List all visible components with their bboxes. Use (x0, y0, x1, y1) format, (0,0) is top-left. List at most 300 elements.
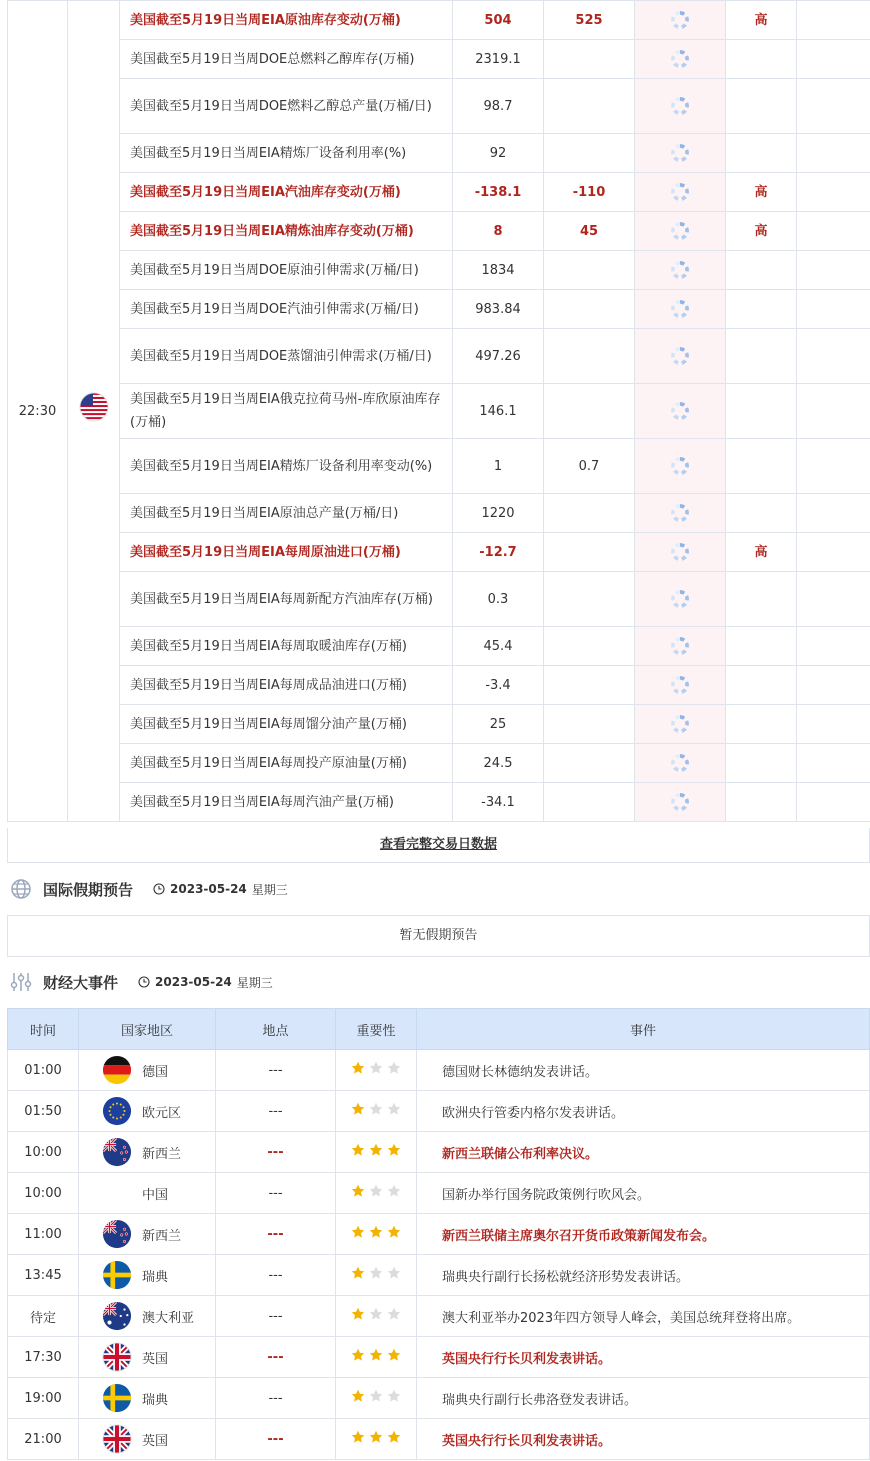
indicator-name: 美国截至5月19日当周DOE汽油引伸需求(万桶/日) (120, 290, 453, 329)
event-country-cell (79, 1173, 216, 1214)
nz-flag-icon (102, 1219, 132, 1249)
event-time: 10:00 (8, 1173, 79, 1214)
star-filled-icon (351, 1225, 365, 1239)
indicator-forecast (544, 251, 635, 290)
indicator-row (8, 40, 870, 79)
indicator-importance: 高 (726, 173, 797, 212)
star-empty-icon (369, 1307, 383, 1321)
event-description: 英国央行行长贝利发表讲话。 (417, 1337, 870, 1378)
event-country-cell (79, 1050, 216, 1091)
clock-icon (153, 883, 165, 895)
indicator-extra (797, 744, 870, 783)
importance-stars (351, 1389, 401, 1403)
de-flag-icon (102, 1055, 132, 1085)
star-filled-icon (351, 1430, 365, 1444)
star-filled-icon (351, 1389, 365, 1403)
indicator-forecast (544, 329, 635, 384)
loading-spinner-icon (671, 504, 689, 522)
indicator-actual (635, 40, 726, 79)
indicator-forecast: 45 (544, 212, 635, 251)
header-time: 时间 (8, 1009, 79, 1050)
event-row (8, 1132, 870, 1173)
clock-icon (138, 976, 150, 988)
indicator-row (8, 439, 870, 494)
event-row (8, 1337, 870, 1378)
indicator-importance (726, 666, 797, 705)
indicator-actual (635, 212, 726, 251)
event-description: 新西兰联储公布利率决议。 (417, 1132, 870, 1173)
events-title: 财经大事件 (43, 973, 119, 992)
indicator-importance (726, 705, 797, 744)
star-empty-icon (387, 1389, 401, 1403)
indicator-previous: 98.7 (453, 79, 544, 134)
star-empty-icon (369, 1266, 383, 1280)
event-country: 英国 (142, 1433, 169, 1449)
event-location: --- (216, 1255, 336, 1296)
indicator-row (8, 79, 870, 134)
event-time: 10:00 (8, 1132, 79, 1173)
event-country: 中国 (142, 1187, 169, 1203)
indicator-forecast (544, 627, 635, 666)
event-description: 英国央行行长贝利发表讲话。 (417, 1419, 870, 1460)
event-description: 德国财长林德纳发表讲话。 (417, 1050, 870, 1091)
event-row (8, 1091, 870, 1132)
indicator-row (8, 134, 870, 173)
event-time: 01:00 (8, 1050, 79, 1091)
loading-spinner-icon (671, 300, 689, 318)
event-location: --- (216, 1091, 336, 1132)
indicator-name: 美国截至5月19日当周DOE总燃料乙醇库存(万桶) (120, 40, 453, 79)
indicator-actual (635, 439, 726, 494)
indicator-extra (797, 40, 870, 79)
indicator-actual (635, 79, 726, 134)
loading-spinner-icon (671, 676, 689, 694)
sliders-icon (9, 970, 33, 994)
event-location: --- (216, 1214, 336, 1255)
event-description: 澳大利亚举办2023年四方领导人峰会，美国总统拜登将出席。 (417, 1296, 870, 1337)
importance-stars (351, 1184, 401, 1198)
event-country: 瑞典 (142, 1392, 169, 1408)
indicator-name: 美国截至5月19日当周EIA精炼油库存变动(万桶) (120, 212, 453, 251)
indicator-forecast: 0.7 (544, 439, 635, 494)
star-filled-icon (351, 1061, 365, 1075)
indicator-previous: 497.26 (453, 329, 544, 384)
au-flag-icon (102, 1301, 132, 1331)
star-filled-icon (387, 1348, 401, 1362)
star-empty-icon (387, 1184, 401, 1198)
header-importance: 重要性 (336, 1009, 417, 1050)
loading-spinner-icon (671, 715, 689, 733)
event-importance (336, 1419, 417, 1460)
more-data-row (7, 828, 870, 863)
event-row (8, 1296, 870, 1337)
event-location: --- (216, 1050, 336, 1091)
event-time: 待定 (8, 1296, 79, 1337)
indicator-actual (635, 384, 726, 439)
event-row (8, 1378, 870, 1419)
indicator-extra (797, 212, 870, 251)
loading-spinner-icon (671, 457, 689, 475)
indicator-actual (635, 290, 726, 329)
indicator-name: 美国截至5月19日当周EIA每周原油进口(万桶) (120, 533, 453, 572)
indicator-previous: 146.1 (453, 384, 544, 439)
eu-flag-icon (102, 1096, 132, 1126)
indicator-importance: 高 (726, 533, 797, 572)
loading-spinner-icon (671, 793, 689, 811)
indicator-name: 美国截至5月19日当周DOE蒸馏油引伸需求(万桶/日) (120, 329, 453, 384)
holiday-empty-message: 暂无假期预告 (7, 915, 870, 957)
indicator-extra (797, 494, 870, 533)
event-time: 21:00 (8, 1419, 79, 1460)
event-country: 澳大利亚 (142, 1310, 195, 1326)
indicator-extra (797, 173, 870, 212)
importance-stars (351, 1143, 401, 1157)
events-table (7, 1008, 870, 1460)
event-country: 德国 (142, 1064, 169, 1080)
header-country: 国家地区 (79, 1009, 216, 1050)
indicator-name: 美国截至5月19日当周EIA原油总产量(万桶/日) (120, 494, 453, 533)
indicator-actual (635, 329, 726, 384)
globe-icon (9, 877, 33, 901)
indicator-extra (797, 627, 870, 666)
loading-spinner-icon (671, 637, 689, 655)
event-importance (336, 1132, 417, 1173)
indicator-forecast (544, 494, 635, 533)
star-filled-icon (369, 1348, 383, 1362)
indicator-row (8, 329, 870, 384)
indicator-forecast (544, 783, 635, 822)
event-country: 欧元区 (142, 1105, 182, 1121)
loading-spinner-icon (671, 97, 689, 115)
event-row (8, 1214, 870, 1255)
loading-spinner-icon (671, 754, 689, 772)
importance-stars (351, 1061, 401, 1075)
holiday-title: 国际假期预告 (43, 880, 134, 899)
loading-spinner-icon (671, 50, 689, 68)
indicator-importance (726, 251, 797, 290)
event-row (8, 1173, 870, 1214)
indicator-forecast: -110 (544, 173, 635, 212)
indicator-importance (726, 134, 797, 173)
event-description: 新西兰联储主席奥尔召开货币政策新闻发布会。 (417, 1214, 870, 1255)
indicator-actual (635, 666, 726, 705)
loading-spinner-icon (671, 183, 689, 201)
indicator-name: 美国截至5月19日当周EIA汽油库存变动(万桶) (120, 173, 453, 212)
indicator-actual (635, 744, 726, 783)
indicator-name: 美国截至5月19日当周EIA精炼厂设备利用率变动(%) (120, 439, 453, 494)
event-country-cell (79, 1419, 216, 1460)
indicator-actual (635, 251, 726, 290)
indicator-previous: 8 (453, 212, 544, 251)
header-event: 事件 (417, 1009, 870, 1050)
indicator-extra (797, 705, 870, 744)
loading-spinner-icon (671, 11, 689, 29)
event-country-cell (79, 1255, 216, 1296)
indicator-previous: 1 (453, 439, 544, 494)
indicator-previous: 0.3 (453, 572, 544, 627)
indicator-extra (797, 251, 870, 290)
se-flag-icon (102, 1260, 132, 1290)
star-filled-icon (369, 1143, 383, 1157)
indicator-row (8, 533, 870, 572)
event-row (8, 1419, 870, 1460)
indicator-actual (635, 1, 726, 40)
loading-spinner-icon (671, 347, 689, 365)
indicator-importance (726, 40, 797, 79)
event-location: --- (216, 1296, 336, 1337)
importance-stars (351, 1430, 401, 1444)
event-description: 欧洲央行管委内格尔发表讲话。 (417, 1091, 870, 1132)
indicator-importance (726, 329, 797, 384)
indicator-extra (797, 329, 870, 384)
event-time: 13:45 (8, 1255, 79, 1296)
indicator-previous: 1834 (453, 251, 544, 290)
indicator-importance: 高 (726, 212, 797, 251)
indicator-previous: 45.4 (453, 627, 544, 666)
star-empty-icon (369, 1102, 383, 1116)
importance-stars (351, 1225, 401, 1239)
event-location: --- (216, 1337, 336, 1378)
indicator-row (8, 384, 870, 439)
event-description: 国新办举行国务院政策例行吹风会。 (417, 1173, 870, 1214)
indicator-previous: -3.4 (453, 666, 544, 705)
event-country: 新西兰 (142, 1228, 182, 1244)
loading-spinner-icon (671, 590, 689, 608)
event-location: --- (216, 1132, 336, 1173)
event-location: --- (216, 1419, 336, 1460)
indicator-previous: -12.7 (453, 533, 544, 572)
event-time: 01:50 (8, 1091, 79, 1132)
indicator-name: 美国截至5月19日当周EIA每周取暖油库存(万桶) (120, 627, 453, 666)
indicator-row (8, 173, 870, 212)
event-importance (336, 1091, 417, 1132)
indicator-row (8, 494, 870, 533)
indicator-row (8, 1, 870, 40)
indicator-actual (635, 173, 726, 212)
indicator-previous: 983.84 (453, 290, 544, 329)
star-filled-icon (351, 1348, 365, 1362)
star-filled-icon (351, 1307, 365, 1321)
indicator-previous: 1220 (453, 494, 544, 533)
indicator-row (8, 572, 870, 627)
star-empty-icon (387, 1266, 401, 1280)
indicator-forecast (544, 533, 635, 572)
importance-stars (351, 1266, 401, 1280)
indicator-name: 美国截至5月19日当周EIA每周成品油进口(万桶) (120, 666, 453, 705)
indicator-actual (635, 783, 726, 822)
event-country: 瑞典 (142, 1269, 169, 1285)
indicator-importance (726, 783, 797, 822)
indicator-extra (797, 666, 870, 705)
indicator-actual (635, 134, 726, 173)
star-filled-icon (369, 1225, 383, 1239)
event-country-cell (79, 1296, 216, 1337)
event-time: 17:30 (8, 1337, 79, 1378)
nz-flag-icon (102, 1137, 132, 1167)
uk-flag-icon (102, 1424, 132, 1454)
country-flag (68, 1, 120, 822)
star-filled-icon (369, 1430, 383, 1444)
indicator-row (8, 744, 870, 783)
release-time: 22:30 (8, 1, 68, 822)
indicator-extra (797, 783, 870, 822)
indicator-actual (635, 705, 726, 744)
event-description: 瑞典央行副行长扬松就经济形势发表讲话。 (417, 1255, 870, 1296)
indicator-row (8, 251, 870, 290)
indicator-forecast (544, 384, 635, 439)
event-country-cell (79, 1378, 216, 1419)
importance-stars (351, 1102, 401, 1116)
indicator-extra (797, 439, 870, 494)
indicator-row (8, 212, 870, 251)
indicator-forecast (544, 79, 635, 134)
indicator-actual (635, 572, 726, 627)
loading-spinner-icon (671, 543, 689, 561)
indicator-extra (797, 533, 870, 572)
indicator-forecast (544, 40, 635, 79)
event-row (8, 1050, 870, 1091)
event-importance (336, 1050, 417, 1091)
star-empty-icon (387, 1307, 401, 1321)
view-full-trading-day-link[interactable]: 查看完整交易日数据 (379, 837, 497, 852)
importance-stars (351, 1348, 401, 1362)
indicator-previous: 504 (453, 1, 544, 40)
indicator-importance (726, 572, 797, 627)
flag-placeholder (102, 1178, 132, 1208)
star-filled-icon (387, 1143, 401, 1157)
event-importance (336, 1214, 417, 1255)
star-filled-icon (387, 1225, 401, 1239)
loading-spinner-icon (671, 261, 689, 279)
star-filled-icon (351, 1266, 365, 1280)
indicator-forecast: 525 (544, 1, 635, 40)
indicator-name: 美国截至5月19日当周EIA原油库存变动(万桶) (120, 1, 453, 40)
loading-spinner-icon (671, 222, 689, 240)
event-importance (336, 1296, 417, 1337)
indicator-actual (635, 494, 726, 533)
indicator-extra (797, 290, 870, 329)
indicator-forecast (544, 666, 635, 705)
star-filled-icon (351, 1143, 365, 1157)
indicator-name: 美国截至5月19日当周EIA每周馏分油产量(万桶) (120, 705, 453, 744)
event-country: 英国 (142, 1351, 169, 1367)
indicator-name: 美国截至5月19日当周EIA每周汽油产量(万桶) (120, 783, 453, 822)
indicator-name: 美国截至5月19日当周EIA每周投产原油量(万桶) (120, 744, 453, 783)
indicator-row (8, 627, 870, 666)
event-time: 11:00 (8, 1214, 79, 1255)
star-filled-icon (351, 1102, 365, 1116)
event-country-cell (79, 1091, 216, 1132)
indicator-extra (797, 572, 870, 627)
indicator-forecast (544, 572, 635, 627)
indicator-importance (726, 384, 797, 439)
event-importance (336, 1173, 417, 1214)
star-empty-icon (369, 1061, 383, 1075)
header-location: 地点 (216, 1009, 336, 1050)
indicator-name: 美国截至5月19日当周DOE燃料乙醇总产量(万桶/日) (120, 79, 453, 134)
indicator-name: 美国截至5月19日当周DOE原油引伸需求(万桶/日) (120, 251, 453, 290)
holiday-weekday: 星期三 (251, 882, 288, 897)
star-empty-icon (387, 1102, 401, 1116)
event-country: 新西兰 (142, 1146, 182, 1162)
indicator-row (8, 290, 870, 329)
indicator-previous: 92 (453, 134, 544, 173)
indicator-previous: 25 (453, 705, 544, 744)
indicator-forecast (544, 705, 635, 744)
holiday-section-header (9, 875, 288, 903)
indicator-importance: 高 (726, 1, 797, 40)
events-date (138, 974, 273, 991)
indicator-importance (726, 627, 797, 666)
indicator-actual (635, 627, 726, 666)
event-row (8, 1255, 870, 1296)
indicator-extra (797, 79, 870, 134)
indicator-name: 美国截至5月19日当周EIA每周新配方汽油库存(万桶) (120, 572, 453, 627)
event-country-cell (79, 1214, 216, 1255)
indicator-forecast (544, 134, 635, 173)
se-flag-icon (102, 1383, 132, 1413)
star-empty-icon (369, 1184, 383, 1198)
star-empty-icon (387, 1061, 401, 1075)
indicator-previous: -34.1 (453, 783, 544, 822)
event-country-cell (79, 1337, 216, 1378)
us-flag-icon (79, 392, 109, 422)
indicator-name: 美国截至5月19日当周EIA精炼厂设备利用率(%) (120, 134, 453, 173)
events-date-text: 2023-05-24 (155, 975, 232, 989)
loading-spinner-icon (671, 144, 689, 162)
indicator-previous: 24.5 (453, 744, 544, 783)
holiday-date-text: 2023-05-24 (170, 882, 247, 896)
holiday-date (153, 881, 288, 898)
event-time: 19:00 (8, 1378, 79, 1419)
indicator-extra (797, 1, 870, 40)
star-filled-icon (351, 1184, 365, 1198)
importance-stars (351, 1307, 401, 1321)
indicator-forecast (544, 290, 635, 329)
indicator-importance (726, 290, 797, 329)
indicator-actual (635, 533, 726, 572)
indicator-table (7, 0, 870, 822)
events-section-header (9, 968, 273, 996)
indicator-previous: -138.1 (453, 173, 544, 212)
event-location: --- (216, 1378, 336, 1419)
indicator-importance (726, 744, 797, 783)
events-header-row (8, 1009, 870, 1050)
indicator-previous: 2319.1 (453, 40, 544, 79)
indicator-importance (726, 439, 797, 494)
indicator-row (8, 783, 870, 822)
loading-spinner-icon (671, 402, 689, 420)
events-weekday: 星期三 (236, 975, 273, 990)
star-filled-icon (387, 1430, 401, 1444)
event-importance (336, 1337, 417, 1378)
star-empty-icon (369, 1389, 383, 1403)
event-description: 瑞典央行副行长弗洛登发表讲话。 (417, 1378, 870, 1419)
indicator-row (8, 705, 870, 744)
indicator-forecast (544, 744, 635, 783)
indicator-extra (797, 384, 870, 439)
event-importance (336, 1255, 417, 1296)
event-importance (336, 1378, 417, 1419)
event-location: --- (216, 1173, 336, 1214)
indicator-row (8, 666, 870, 705)
indicator-importance (726, 494, 797, 533)
uk-flag-icon (102, 1342, 132, 1372)
indicator-importance (726, 79, 797, 134)
event-country-cell (79, 1132, 216, 1173)
indicator-name: 美国截至5月19日当周EIA俄克拉荷马州-库欣原油库存(万桶) (120, 384, 453, 439)
indicator-extra (797, 134, 870, 173)
